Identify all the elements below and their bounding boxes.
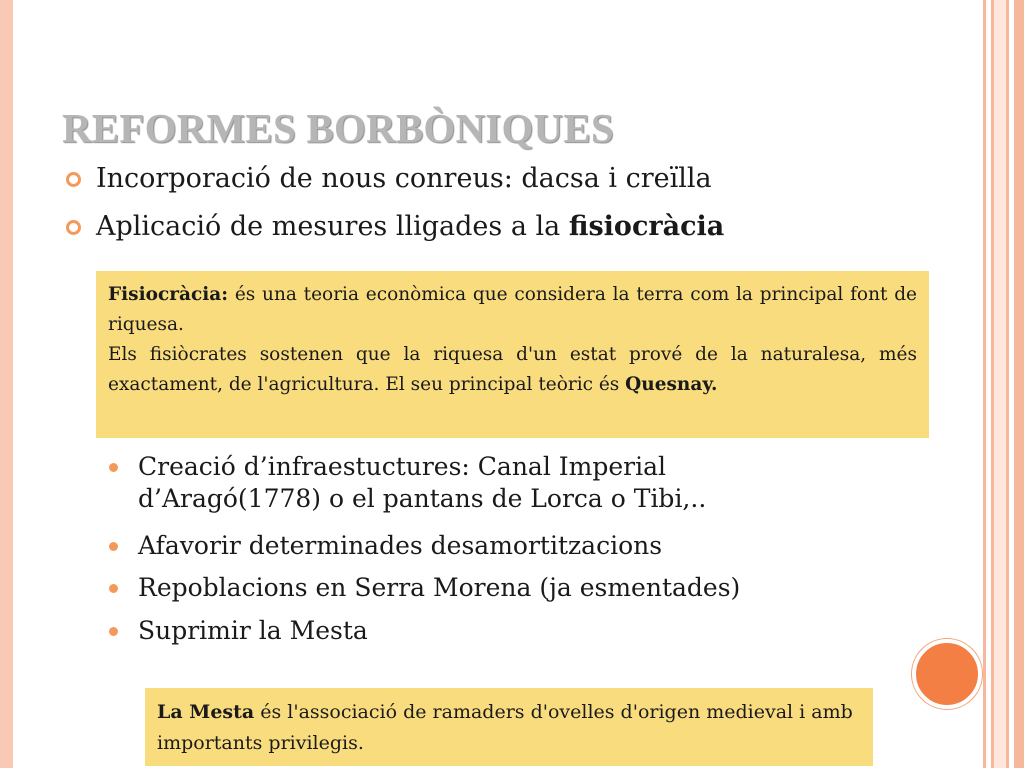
slide-title: REFORMES BORBÒNIQUES [62, 105, 614, 151]
subbullet-text: Afavorir determinades desamortitzacions [138, 531, 663, 560]
slide-left-border [0, 0, 13, 768]
bullet-new-crops [96, 163, 712, 194]
bullet-dot-icon [109, 463, 118, 472]
bullet-ring-icon [66, 220, 81, 235]
bullet-bold-term: fisiocràcia [568, 211, 725, 242]
mesta-text: és l'associació de ramaders d'ovelles d'origen medieval i amb importants privilegis. [157, 701, 853, 754]
slide-right-border [978, 0, 1024, 768]
theorist-name: Quesnay. [625, 374, 718, 395]
physiocracy-definition-box [96, 271, 929, 438]
bullet-dot-icon [109, 584, 118, 593]
definition-paragraph-2 [108, 340, 917, 400]
subbullet-text: Suprimir la Mesta [138, 616, 368, 645]
definition-term: Fisiocràcia: [108, 284, 229, 305]
mesta-definition-box [145, 688, 873, 766]
mesta-term: La Mesta [157, 701, 255, 723]
bullet-ring-icon [66, 172, 81, 187]
bullet-text: Aplicació de mesures lligades a la [96, 211, 569, 242]
subbullet-sierra-morena [138, 572, 740, 604]
bullet-dot-icon [109, 627, 118, 636]
subbullet-text: Repoblacions en Serra Morena (ja esmentades) [138, 573, 741, 602]
subbullet-text: Creació d’infraestuctures: Canal Imperial d’Aragó(1778) o el pantans de Lorca o Tibi,.. [138, 452, 707, 513]
subbullet-disentailment [138, 530, 662, 562]
definition-paragraph [108, 280, 917, 340]
definition-text: és una teoria econòmica que considera la terra com la principal font de riquesa. [108, 284, 917, 335]
definition-text-2: Els fisiòcrates sostenen que la riquesa d'un estat prové de la naturalesa, més exactament, de l'agricultura. El seu principal teòric és [108, 344, 917, 395]
bullet-dot-icon [109, 542, 118, 551]
decorative-circle [912, 639, 982, 709]
bullet-physiocracy-measures [96, 211, 724, 242]
subbullet-infrastructure [138, 451, 758, 515]
bullet-text: Incorporació de nous conreus: dacsa i creïlla [96, 163, 712, 194]
subbullet-mesta [138, 615, 368, 647]
